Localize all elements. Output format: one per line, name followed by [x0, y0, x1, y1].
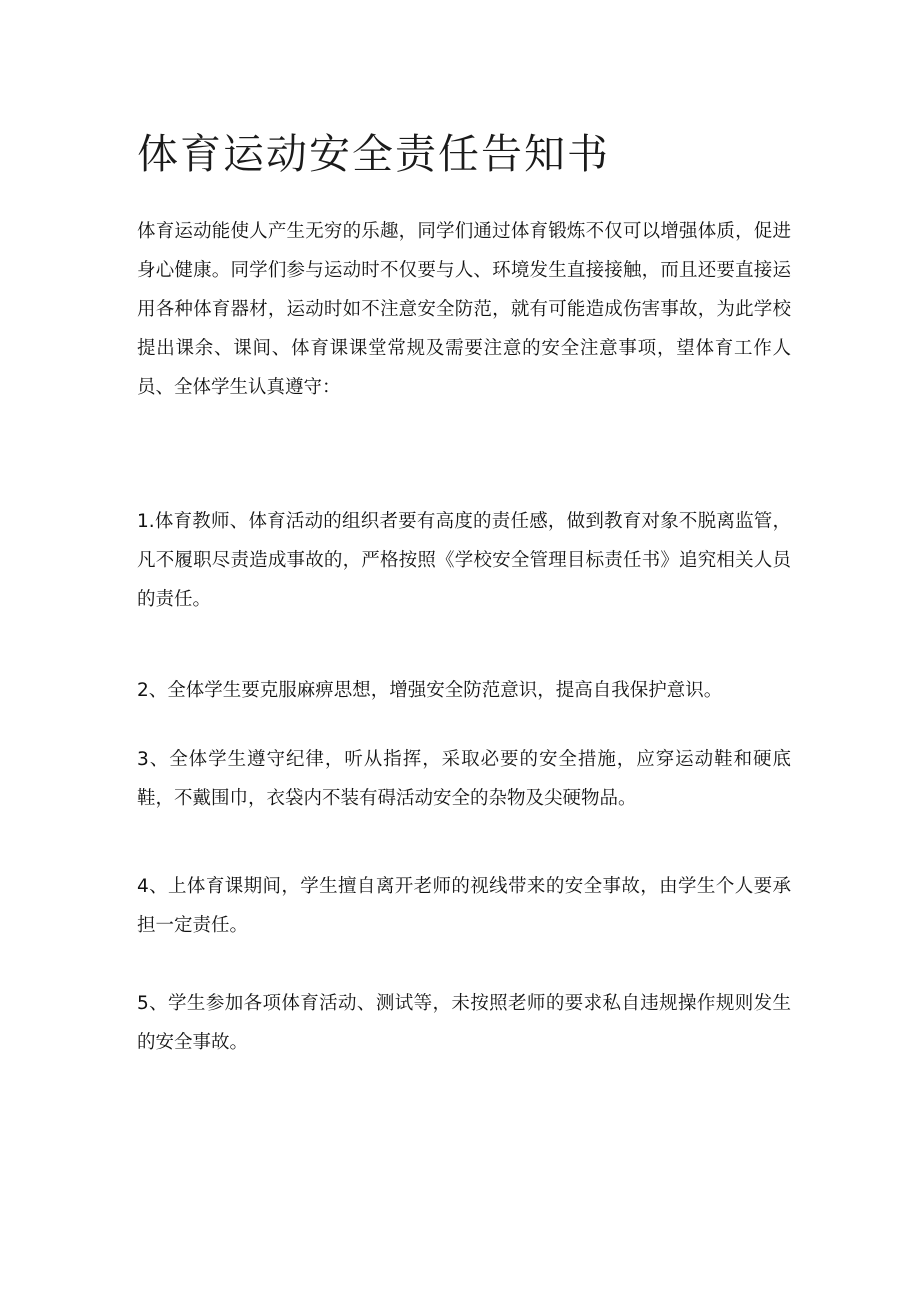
rule-item-4: 4、上体育课期间，学生擅自离开老师的视线带来的安全事故，由学生个人要承担一定责任。: [137, 876, 791, 936]
rule-item-2: 2、全体学生要克服麻痹思想，增强安全防范意识，提高自我保护意识。: [137, 680, 723, 701]
intro-paragraph: 体育运动能使人产生无穷的乐趣，同学们通过体育锻炼不仅可以增强体质，促进身心健康。同学们参与运动时不仅要与人、环境发生直接接触，而且还要直接运用各种体育器材，运动时如不注意安全防范，就有可能造成伤害事故，为此学校提出课余、课间、体育课课堂常规及需要注意的安全注意事项，望体育工作人员、全体学生认真遵守：: [137, 221, 791, 398]
rule-item-3: 3、全体学生遵守纪律，听从指挥，采取必要的安全措施，应穿运动鞋和硬底鞋，不戴围巾，衣袋内不装有碍活动安全的杂物及尖硬物品。: [137, 749, 791, 809]
rule-item-5: 5、学生参加各项体育活动、测试等，未按照老师的要求私自违规操作规则发生的安全事故。: [137, 993, 791, 1053]
document-title: 体育运动安全责任告知书: [137, 130, 610, 178]
rule-item-1: 1.体育教师、体育活动的组织者要有高度的责任感，做到教育对象不脱离监管，凡不履职尽责造成事故的，严格按照《学校安全管理目标责任书》追究相关人员的责任。: [137, 511, 791, 610]
